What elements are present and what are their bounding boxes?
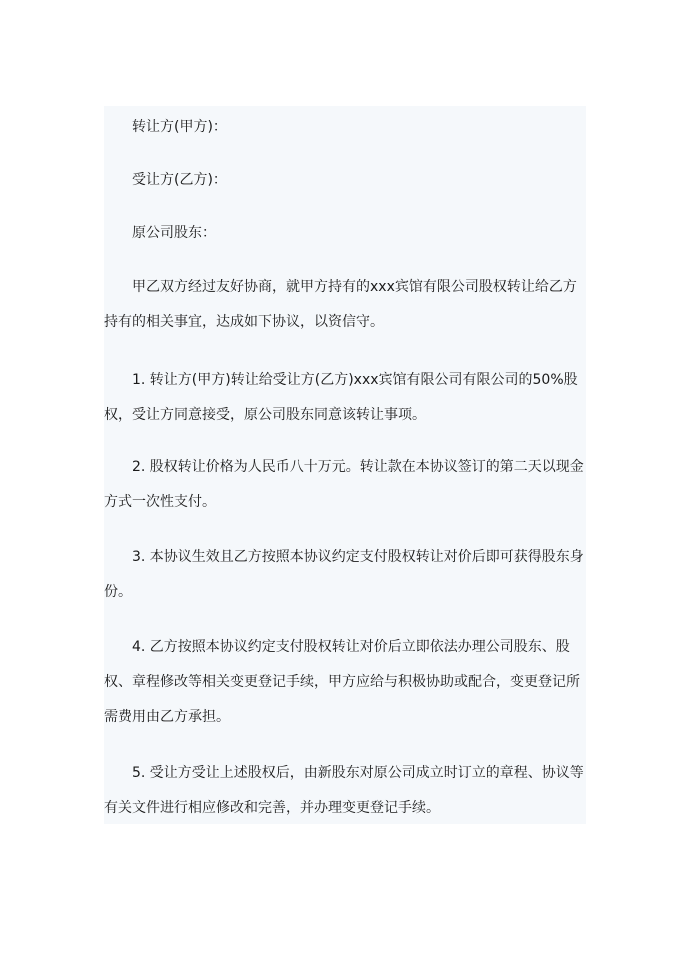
clause-5: 5. 受让方受让上述股权后，由新股东对原公司成立时订立的章程、协议等有关文件进行相应修改和完善，并办理变更登记手续。 <box>104 765 584 816</box>
clause-1: 1. 转让方(甲方)转让给受让方(乙方)xxx宾馆有限公司有限公司的50%股权，受让方同意接受，原公司股东同意该转让事项。 <box>104 372 578 423</box>
transferor-line: 转让方(甲方)： <box>132 119 227 135</box>
clause-2: 2. 股权转让价格为人民币八十万元。转让款在本协议签订的第二天以现金方式一次性支付。 <box>104 459 584 510</box>
original-shareholder-line: 原公司股东： <box>132 225 216 241</box>
clause-4: 4. 乙方按照本协议约定支付股权转让对价后立即依法办理公司股东、股权、章程修改等相关变更登记手续，甲方应给与积极协助或配合，变更登记所需费用由乙方承担。 <box>104 639 580 725</box>
intro-paragraph: 甲乙双方经过友好协商，就甲方持有的xxx宾馆有限公司股权转让给乙方持有的相关事宜，达成如下协议，以资信守。 <box>104 279 577 330</box>
clause-3: 3. 本协议生效且乙方按照本协议约定支付股权转让对价后即可获得股东身份。 <box>104 549 584 600</box>
transferee-line: 受让方(乙方)： <box>132 172 227 188</box>
